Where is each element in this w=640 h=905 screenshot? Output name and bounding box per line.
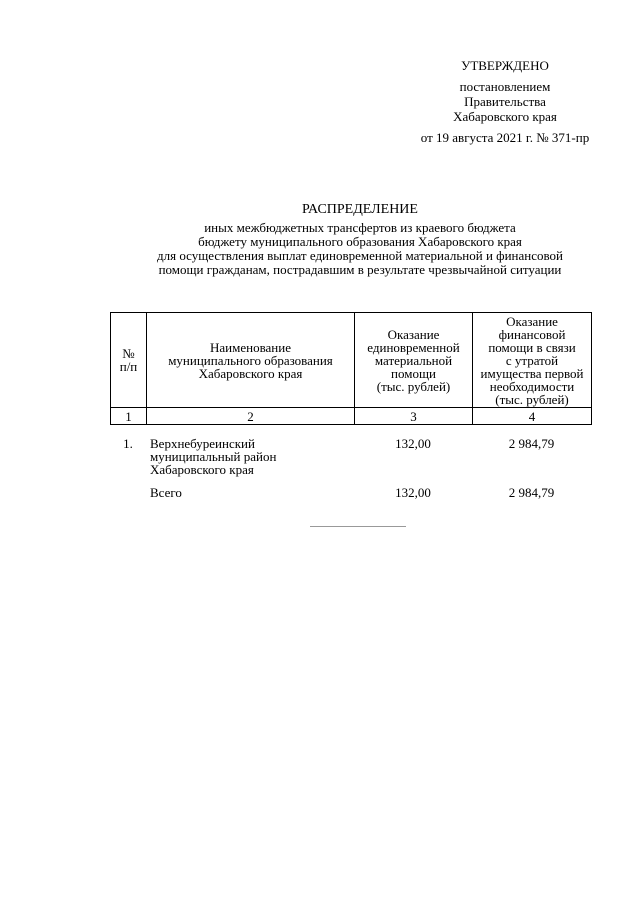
material-aid-value: 132,00 xyxy=(395,436,431,451)
header-text: необходимости xyxy=(489,378,575,394)
header-text: материальной xyxy=(374,352,453,368)
table-header-row xyxy=(111,313,592,408)
header-text: муниципального образования xyxy=(168,352,333,368)
title-main: РАСПРЕДЕЛЕНИЕ xyxy=(302,202,418,217)
column-number: 3 xyxy=(355,408,473,425)
approval-line: Хабаровского края xyxy=(453,109,557,124)
header-text: Хабаровского края xyxy=(198,365,303,381)
total-label: Всего xyxy=(150,485,182,500)
header-text: п/п xyxy=(119,359,138,374)
column-number: 1 xyxy=(111,408,147,425)
total-material: 132,00 xyxy=(395,485,431,500)
approval-line: постановлением xyxy=(459,79,551,94)
approval-date: от 19 августа 2021 г. № 371-пр xyxy=(420,130,590,145)
header-text: с утратой xyxy=(505,352,559,368)
column-number-row xyxy=(111,408,592,425)
table-row xyxy=(110,437,591,476)
title-subline: бюджету муниципального образования Хабаровского края xyxy=(198,234,522,249)
name-line: Хабаровского края xyxy=(150,462,254,477)
approval-heading: УТВЕРЖДЕНО xyxy=(461,58,549,73)
municipality-name xyxy=(146,437,354,476)
header-financial-aid xyxy=(473,313,592,408)
header-number xyxy=(111,313,147,408)
distribution-table xyxy=(110,312,592,425)
total-row xyxy=(110,486,591,499)
header-text: имущества первой xyxy=(480,365,584,381)
document-title xyxy=(100,203,620,277)
title-subline: иных межбюджетных трансфертов из краевого бюджета xyxy=(204,220,516,235)
column-number: 2 xyxy=(147,408,355,425)
header-text: помощи xyxy=(391,365,436,381)
header-text: Оказание xyxy=(506,313,558,329)
name-line: Верхнебуреинский xyxy=(150,436,255,451)
table-body xyxy=(110,437,591,499)
header-text: единовременной xyxy=(367,339,460,355)
header-text: Наименование xyxy=(210,339,291,355)
header-text: помощи в связи xyxy=(488,339,576,355)
approval-stamp xyxy=(400,58,610,145)
header-text: (тыс. рублей) xyxy=(495,391,569,407)
header-material-aid xyxy=(355,313,473,408)
title-subline: для осуществления выплат единовременной материальной и финансовой xyxy=(156,248,563,263)
approval-line: Правительства xyxy=(464,94,546,109)
closing-divider xyxy=(310,526,406,527)
total-financial: 2 984,79 xyxy=(508,485,555,500)
header-text: Оказание xyxy=(387,326,440,342)
header-municipality xyxy=(147,313,355,408)
header-text: финансовой xyxy=(498,326,566,342)
header-text: (тыс. рублей) xyxy=(376,378,451,394)
name-line: муниципальный район xyxy=(150,449,277,464)
financial-aid-value: 2 984,79 xyxy=(508,436,555,451)
row-number: 1. xyxy=(123,436,133,451)
title-subline: помощи гражданам, пострадавшим в результате чрезвычайной ситуации xyxy=(158,262,562,277)
header-text: № xyxy=(122,346,135,361)
column-number: 4 xyxy=(473,408,592,425)
